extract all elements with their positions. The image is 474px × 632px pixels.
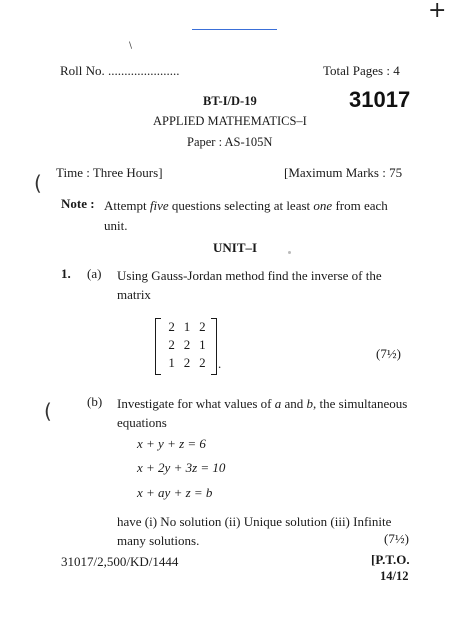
note-emphasis-five: five: [149, 198, 169, 213]
matrix-cell: 2: [183, 355, 191, 370]
equation-1: x + y + z = 6: [137, 436, 206, 451]
exam-duration: Time : Three Hours]: [56, 165, 163, 180]
scan-tick-mark: \: [129, 41, 133, 51]
note-text-end: from each unit.: [104, 198, 388, 233]
part-a-question-text: Using Gauss-Jordan method find the inverse of the matrix: [117, 268, 382, 302]
part-b-text-start: Investigate for what values of: [117, 396, 275, 411]
scan-speck: [288, 251, 291, 254]
note-text-middle: questions selecting at least: [168, 198, 314, 213]
part-b-variable-b: b: [306, 396, 314, 411]
unit-heading: UNIT–I: [213, 240, 258, 255]
part-a-marks: (7½): [376, 346, 401, 361]
total-pages: Total Pages : 4: [323, 63, 400, 78]
exam-code: BT-I/D-19: [203, 94, 257, 108]
footer-pto: [P.T.O.: [371, 552, 410, 567]
matrix-cell: 2: [168, 337, 175, 352]
matrix-cell: 1: [168, 355, 175, 370]
matrix-cell: 1: [199, 337, 206, 352]
margin-bracket-mark: (: [44, 399, 52, 423]
matrix-cell: 2: [199, 355, 206, 370]
matrix-left-bracket: [155, 318, 161, 375]
equation-3: x + ay + z = b: [137, 485, 213, 500]
question-number: 1.: [61, 266, 71, 281]
part-b-text-end: , the simultaneous equations: [117, 396, 408, 430]
note-text: [104, 196, 414, 236]
matrix-cell: 2: [168, 319, 175, 334]
part-b-variable-a: a: [274, 396, 282, 411]
footer-date: 14/12: [380, 569, 409, 583]
roll-number-field: Roll No. ......................: [60, 63, 180, 78]
paper-number: 31017: [349, 87, 411, 112]
matrix-end-period: .: [218, 356, 222, 371]
part-a-label: (a): [87, 266, 102, 281]
part-b-text-and: and: [281, 396, 307, 411]
part-b-label: (b): [87, 394, 103, 409]
maximum-marks: [Maximum Marks : 75: [284, 165, 403, 180]
margin-bracket-mark: (: [34, 171, 42, 195]
matrix-cell: 2: [183, 337, 191, 352]
corner-plus-mark: +: [428, 0, 447, 23]
matrix-cell: 1: [183, 319, 191, 334]
subject-title: APPLIED MATHEMATICS–I: [153, 114, 307, 128]
matrix-cell: 2: [199, 319, 206, 334]
footer-print-code: 31017/2,500/KD/1444: [61, 554, 179, 569]
matrix-right-bracket: [211, 318, 217, 375]
note-emphasis-one: one: [313, 198, 333, 213]
part-b-marks: (7½): [384, 531, 409, 546]
note-text-start: Attempt: [104, 198, 150, 213]
note-label: Note :: [61, 196, 95, 211]
matrix: [155, 318, 217, 373]
part-b-question-text: [117, 394, 417, 432]
paper-code: Paper : AS-105N: [187, 135, 273, 149]
equation-2: x + 2y + 3z = 10: [137, 460, 226, 475]
header-rule-line: [192, 29, 277, 30]
matrix-entries: [164, 319, 210, 371]
part-b-conclusion-text: have (i) No solution (ii) Unique solution (iii) Infinite many solutions.: [117, 514, 392, 548]
